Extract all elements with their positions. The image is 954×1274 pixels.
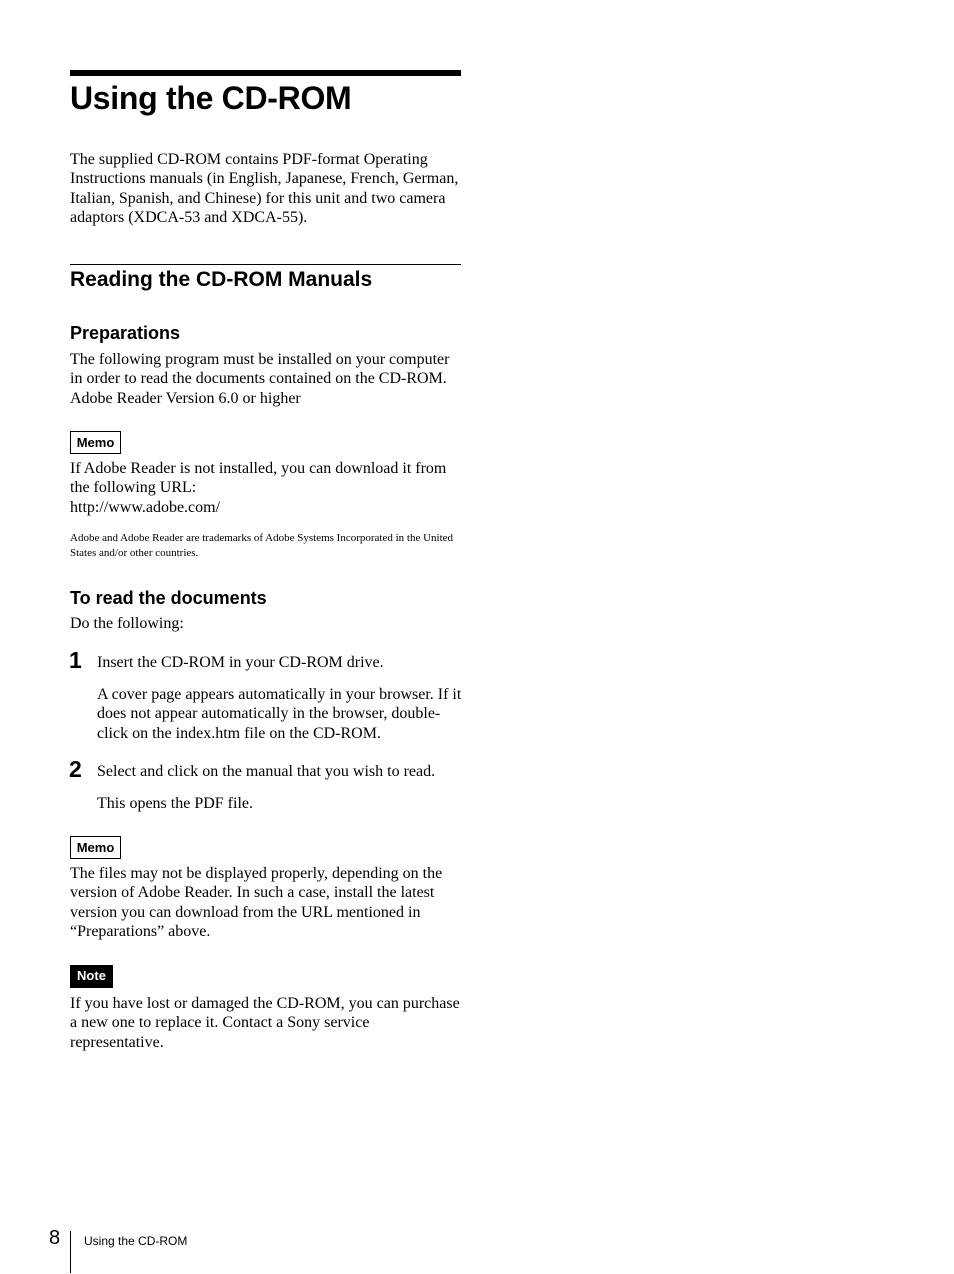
memo-label: Memo (70, 431, 121, 454)
step-detail: A cover page appears automatically in your browser. If it does not appear automatically in the browser, double-click on the index.htm file on the CD-ROM. (97, 686, 462, 742)
section-rule (70, 264, 461, 265)
step-number: 2 (69, 756, 82, 782)
preparations-body (70, 350, 461, 408)
trademark-notice: Adobe and Adobe Reader are trademarks of Adobe Systems Incorporated in the United States and/or other countries. (70, 532, 454, 559)
step-number: 1 (69, 647, 82, 673)
intro-paragraph: The supplied CD-ROM contains PDF-format Operating Instructions manuals (in English, Japanese, French, German, Italian, Spanish, and Chinese) for this unit and two camera adaptors (XDCA-53 and XDCA-55). (70, 151, 459, 226)
memo-label: Memo (70, 836, 121, 859)
step-text: Insert the CD-ROM in your CD-ROM drive. (97, 654, 384, 671)
memo-body (70, 459, 461, 517)
preparations-requirement: Adobe Reader Version 6.0 or higher (70, 389, 301, 407)
step-detail: This opens the PDF file. (97, 795, 253, 812)
section-heading: Reading the CD-ROM Manuals (70, 268, 373, 291)
adobe-url: http://www.adobe.com/ (70, 498, 221, 516)
read-documents-heading: To read the documents (70, 588, 267, 608)
running-title: Using the CD-ROM (84, 1234, 188, 1248)
read-documents-intro: Do the following: (70, 615, 184, 632)
memo-text: If Adobe Reader is not installed, you can download it from the following URL: (70, 460, 447, 497)
title-rule (70, 70, 461, 76)
memo-text: The files may not be displayed properly, depending on the version of Adobe Reader. In such a case, install the latest version you can download from the URL mentioned in “Preparations” above. (70, 865, 443, 940)
preparations-text: The following program must be installed on your computer in order to read the documents contained on the CD-ROM. (70, 351, 450, 388)
note-text: If you have lost or damaged the CD-ROM, you can purchase a new one to replace it. Contact a Sony service representative. (70, 995, 460, 1051)
footer-rule (70, 1231, 71, 1273)
note-label: Note (70, 965, 113, 988)
page-number: 8 (49, 1227, 61, 1249)
preparations-heading: Preparations (70, 323, 181, 343)
step-text: Select and click on the manual that you wish to read. (97, 763, 436, 780)
page-title: Using the CD-ROM (70, 80, 352, 116)
